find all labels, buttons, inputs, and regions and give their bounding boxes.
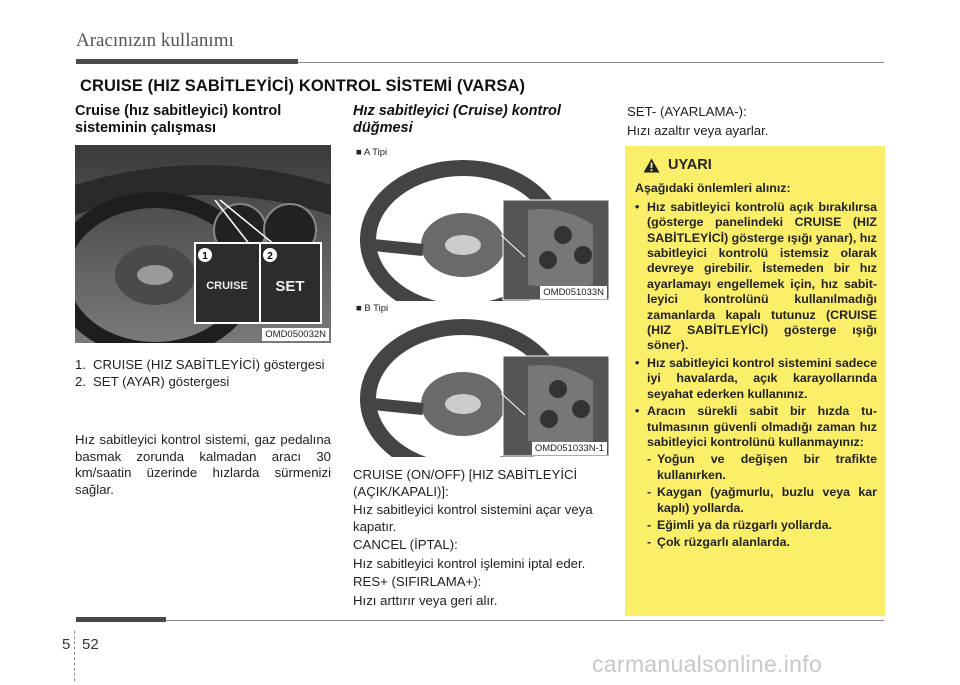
- desc-line: CRUISE (ON/OFF) [HIZ SABİTLEYİCİ (AÇIK/KAPALI)]:: [353, 467, 578, 499]
- header-rule-thin: [298, 62, 884, 63]
- list-item: [75, 357, 331, 374]
- bullet-icon: •: [635, 199, 640, 214]
- photo-code-a: OMD051033N: [540, 286, 607, 299]
- desc-line: RES+ (SIFIRLAMA+):: [353, 574, 482, 589]
- list-text: SET (AYAR) göstergesi: [93, 373, 230, 389]
- list-text: CRUISE (HIZ SABİTLEYİCİ) göstergesi: [93, 357, 325, 372]
- dashboard-photo: [75, 145, 331, 343]
- indicator-list: [75, 357, 331, 390]
- col1-heading: Cruise (hız sabitleyici) kontrol sisteminin çalışması: [75, 103, 282, 136]
- warning-subitem: - Çok rüzgarlı alanlarda.: [647, 535, 790, 550]
- page-divider: [74, 631, 76, 681]
- col2-heading-wrap: [353, 103, 609, 137]
- warning-subitem: - Kaygan (yağmurlu, buzlu veya kar kaplı) yollarda.: [647, 485, 877, 515]
- set-line-1: SET- (AYARLAMA-):: [627, 104, 747, 119]
- callout-cruise: CRUISE: [206, 280, 248, 292]
- svg-text:2: 2: [267, 251, 273, 262]
- bullet-icon: •: [635, 404, 640, 419]
- warning-header: [643, 158, 877, 173]
- warning-item: • Hız sabitleyici kontrolü açık bırakılırsa (gösterge panelindeki CRUISE (HIZ SABİTLEYİCİ) gösterge ışığı yanar), hız sabitleyici kontrolü istemsiz olarak devreye girebilir. İstemeden bir hız ayarlamayı engellemek için, hız sabitleyici kontrolünü kullanılmadığı zamanlarda kapalı tutunuz (CRUISE (HIZ SABİTLEYİCİ) gösterge ışığı söner).: [635, 199, 877, 353]
- desc-line: Hızı arttırır veya geri alır.: [353, 592, 498, 608]
- intro-paragraph: Hız sabitleyici kontrol sistemi, gaz pedalına basmak zorunda kalmadan aracı 30 km/saatin üzerinde hızlarda sürmenizi sağlar.: [75, 432, 331, 497]
- section-title: CRUISE (HIZ SABİTLEYİCİ) KONTROL SİSTEMİ (VARSA): [80, 77, 526, 95]
- desc-line: Hız sabitleyici kontrol sistemini açar veya kapatır.: [353, 502, 593, 534]
- list-num: 1.: [75, 357, 86, 372]
- callout-set: SET: [275, 278, 305, 295]
- dashboard-illustration: [75, 145, 331, 343]
- list-num: 2.: [75, 373, 86, 389]
- desc-line: CANCEL (İPTAL):: [353, 537, 458, 552]
- chapter-title: Aracınızın kullanımı: [76, 30, 234, 51]
- section-number: 5: [62, 636, 71, 653]
- warning-title: UYARI: [668, 157, 712, 173]
- type-a-label: ■ A Tipi: [356, 147, 388, 158]
- steering-photo-a: [353, 145, 609, 301]
- footer-rule-thick: [76, 617, 166, 622]
- col2-heading: Hız sabitleyici (Cruise) kontrol düğmesi: [353, 103, 561, 136]
- footer-rule-thin: [166, 620, 884, 621]
- warning-list: [635, 200, 877, 451]
- bullet-icon: •: [635, 355, 640, 370]
- steering-wheel-illustration-b: [353, 301, 609, 457]
- warning-triangle-icon: [643, 158, 660, 173]
- warning-subitem: - Eğimli ya da rüzgarlı yollarda.: [647, 517, 832, 532]
- warning-subitem: - Yoğun ve değişen bir trafikte kullanırken.: [647, 452, 877, 482]
- type-b-label: ■ B Tipi: [356, 303, 389, 314]
- svg-text:1: 1: [202, 251, 208, 262]
- steering-wheel-illustration-a: [353, 145, 609, 301]
- watermark: carmanualsonline.info: [592, 651, 823, 677]
- desc-line: Hız sabitleyici kontrol işlemini iptal eder.: [353, 555, 586, 571]
- warning-intro: Aşağıdaki önlemleri alınız:: [635, 181, 791, 196]
- list-item: [75, 374, 331, 391]
- set-line-2: Hızı azaltır veya ayarlar.: [627, 123, 769, 138]
- button-descriptions: [353, 467, 609, 611]
- col1-heading-wrap: [75, 103, 331, 137]
- steering-photo-b: [353, 301, 609, 457]
- photo-code-b: OMD051033N-1: [532, 442, 607, 455]
- warning-item: • Aracın sürekli sabit bir hızda tutulmasının güvenli olmadığı zaman hız sabitleyici kontrolünü kullanmayınız:: [635, 404, 877, 449]
- warning-item: • Hız sabitleyici kontrol sistemini sadece iyi havalarda, açık karayollarında seyahat ederken kullanınız.: [635, 355, 878, 401]
- warning-box: [625, 146, 885, 616]
- page-number: 52: [82, 636, 99, 653]
- header-rule-thick: [76, 59, 298, 64]
- photo-code: OMD050032N: [262, 328, 329, 341]
- set-description: [627, 103, 885, 139]
